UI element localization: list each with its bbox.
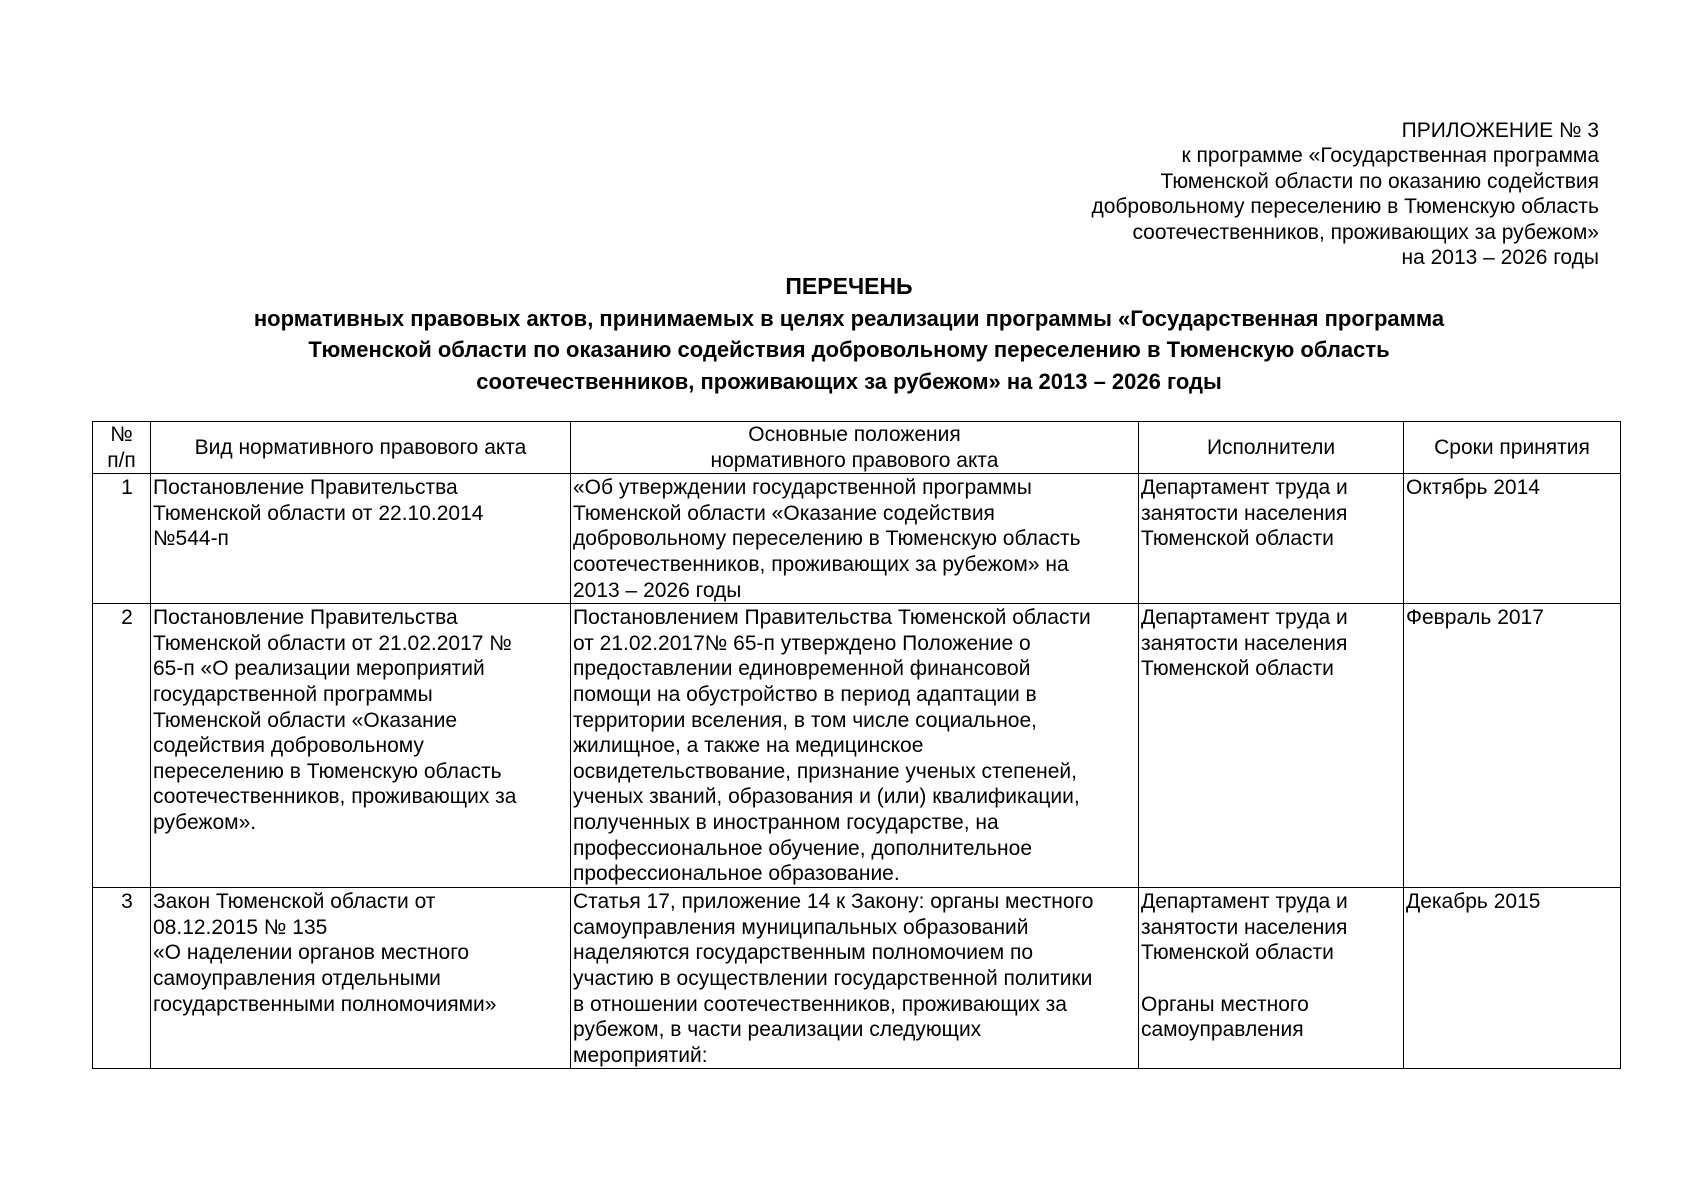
cell-gap xyxy=(1141,966,1402,992)
cell-line: Тюменской области «Оказание xyxy=(153,708,458,732)
table-row xyxy=(93,474,1621,604)
header-num-line: п/п xyxy=(107,448,136,472)
cell-line: занятости населения xyxy=(1141,501,1348,525)
header-provisions-line: Основные положения xyxy=(748,423,961,446)
cell-line: Постановление Правительства xyxy=(153,476,458,500)
cell-line: Тюменской области от 21.02.2017 № xyxy=(153,631,512,655)
row-executors xyxy=(1139,888,1404,1069)
header-provisions-line: нормативного правового акта xyxy=(710,448,999,472)
table-header-row xyxy=(93,422,1621,474)
row-type xyxy=(151,474,571,604)
cell-line: Департамент труда и xyxy=(1141,606,1348,630)
cell-line: Постановление Правительства xyxy=(153,606,458,630)
cell-line: территории вселения, в том числе социальное, xyxy=(573,708,1037,732)
cell-line: жилищное, а также на медицинское xyxy=(573,734,924,758)
cell-line: государственной программы xyxy=(153,682,433,706)
cell-line: Постановлением Правительства Тюменской области xyxy=(573,606,1091,630)
cell-line: содействия добровольному xyxy=(153,734,424,758)
appendix-title: ПРИЛОЖЕНИЕ № 3 xyxy=(1401,119,1599,142)
cell-line: переселению в Тюменскую область xyxy=(153,759,502,783)
cell-line: Органы местного xyxy=(1141,992,1309,1016)
cell-line: мероприятий: xyxy=(573,1043,708,1067)
cell-line: «Об утверждении государственной программы xyxy=(573,476,1032,500)
cell-line: Тюменской области xyxy=(1141,527,1334,551)
cell-line: Статья 17, приложение 14 к Закону: органы местного xyxy=(573,890,1094,914)
cell-line: рубежом, в части реализации следующих xyxy=(573,1018,982,1042)
row-type xyxy=(151,604,571,888)
cell-line: «О наделении органов местного xyxy=(153,941,470,965)
cell-line: соотечественников, проживающих за рубежом» на xyxy=(573,552,1069,576)
cell-line: 08.12.2015 № 135 xyxy=(153,915,328,939)
document-heading xyxy=(92,271,1606,397)
row-type xyxy=(151,888,571,1069)
cell-line: Тюменской области «Оказание содействия xyxy=(573,501,995,525)
cell-line: Закон Тюменской области от xyxy=(153,890,436,914)
table-row xyxy=(93,888,1621,1069)
cell-line: предоставлении единовременной финансовой xyxy=(573,657,1031,681)
header-executors: Исполнители xyxy=(1139,422,1404,474)
cell-line: Тюменской области xyxy=(1141,941,1334,965)
cell-line: профессиональное образование. xyxy=(573,862,900,886)
header-num-line: № xyxy=(110,423,133,446)
cell-line: освидетельствование, признание ученых степеней, xyxy=(573,759,1077,783)
row-provisions xyxy=(571,474,1139,604)
cell-line: добровольному переселению в Тюменскую область xyxy=(573,527,1081,551)
cell-line: в отношении соотечественников, проживающих за xyxy=(573,992,1067,1016)
row-term: Октябрь 2014 xyxy=(1404,474,1621,604)
header-num xyxy=(93,422,151,474)
cell-line: государственными полномочиями» xyxy=(153,992,497,1016)
cell-line: самоуправления отдельными xyxy=(153,966,441,990)
row-executors xyxy=(1139,474,1404,604)
cell-line: наделяются государственным полномочием по xyxy=(573,941,1034,965)
heading-line: нормативных правовых актов, принимаемых в целях реализации программы «Государственная программа xyxy=(253,305,1445,331)
cell-line: занятости населения xyxy=(1141,631,1348,655)
cell-line: Тюменской области от 22.10.2014 xyxy=(153,501,484,525)
cell-line: рубежом». xyxy=(153,810,257,834)
appendix-line: соотечественников, проживающих за рубежом» xyxy=(1132,220,1599,244)
appendix-line: к программе «Государственная программа xyxy=(1181,144,1599,168)
cell-line: самоуправления муниципальных образований xyxy=(573,915,1029,939)
row-num: 2 xyxy=(93,604,151,888)
row-num: 3 xyxy=(93,888,151,1069)
row-term: Февраль 2017 xyxy=(1404,604,1621,888)
heading-line: соотечественников, проживающих за рубежом» на 2013 – 2026 годы xyxy=(476,368,1222,394)
heading-title: ПЕРЕЧЕНЬ xyxy=(785,273,913,299)
appendix-block xyxy=(879,118,1599,270)
cell-line: полученных в иностранном государстве, на xyxy=(573,810,999,834)
cell-line: соотечественников, проживающих за xyxy=(153,785,517,809)
row-term: Декабрь 2015 xyxy=(1404,888,1621,1069)
appendix-line: на 2013 – 2026 годы xyxy=(1401,246,1599,270)
header-type: Вид нормативного правового акта xyxy=(151,422,571,474)
cell-line: профессиональное обучение, дополнительное xyxy=(573,836,1033,860)
cell-line: помощи на обустройство в период адаптации в xyxy=(573,682,1037,706)
cell-line: №544-п xyxy=(153,527,229,551)
cell-line: занятости населения xyxy=(1141,915,1348,939)
header-provisions xyxy=(571,422,1139,474)
cell-line: 65-п «О реализации мероприятий xyxy=(153,657,485,681)
cell-line: Департамент труда и xyxy=(1141,890,1348,914)
cell-line: самоуправления xyxy=(1141,1018,1304,1042)
cell-line: Тюменской области xyxy=(1141,657,1334,681)
heading-line: Тюменской области по оказанию содействия добровольному переселению в Тюменскую область xyxy=(308,337,1390,362)
cell-line: Департамент труда и xyxy=(1141,476,1348,500)
row-executors xyxy=(1139,604,1404,888)
table-row xyxy=(93,604,1621,888)
appendix-line: добровольному переселению в Тюменскую область xyxy=(1091,195,1599,219)
row-provisions xyxy=(571,604,1139,888)
header-terms: Сроки принятия xyxy=(1404,422,1621,474)
cell-line: ученых званий, образования и (или) квалификации, xyxy=(573,785,1080,809)
cell-line: участию в осуществлении государственной политики xyxy=(573,966,1093,990)
acts-table xyxy=(92,421,1621,1069)
cell-line: 2013 – 2026 годы xyxy=(573,578,742,602)
cell-line: от 21.02.2017№ 65-п утверждено Положение о xyxy=(573,631,1031,655)
row-provisions xyxy=(571,888,1139,1069)
appendix-line: Тюменской области по оказанию содействия xyxy=(1160,169,1599,193)
row-num: 1 xyxy=(93,474,151,604)
